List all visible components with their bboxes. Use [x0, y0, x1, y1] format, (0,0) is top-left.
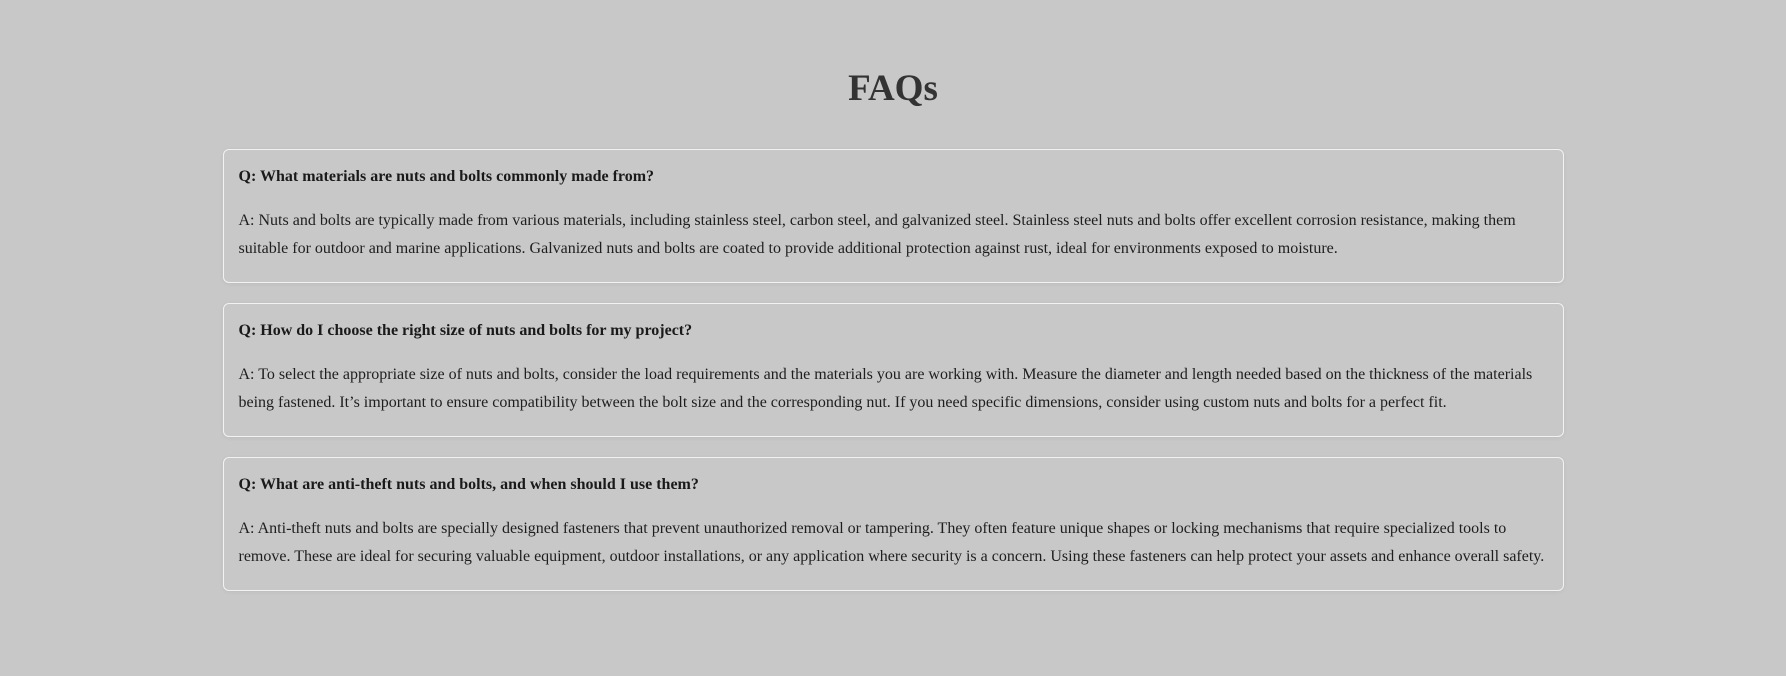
page-title: FAQs [848, 68, 938, 109]
faq-answer: A: Nuts and bolts are typically made from various materials, including stainless steel, carbon steel, and galvanized steel. Stainless steel nuts and bolts offer excellent corrosion resistance, making them suitable for outdoor and marine applications. Galvanized nuts and bolts are coated to provide additional protection against rust, ideal for environments exposed to moisture. [238, 212, 1516, 257]
faq-answer: A: Anti-theft nuts and bolts are specially designed fasteners that prevent unauthorized removal or tampering. They often feature unique shapes or locking mechanisms that require specialized tools to remove. These are ideal for securing valuable equipment, outdoor installations, or any application where security is a concern. Using these fasteners can help protect your assets and enhance overall safety. [238, 520, 1545, 565]
faq-item [223, 149, 1564, 283]
faq-question: Q: What are anti-theft nuts and bolts, and when should I use them? [238, 476, 699, 493]
faq-answer: A: To select the appropriate size of nuts and bolts, consider the load requirements and the materials you are working with. Measure the diameter and length needed based on the thickness of the materials being fastened. It’s important to ensure compatibility between the bolt size and the corresponding nut. If you need specific dimensions, consider using custom nuts and bolts for a perfect fit. [238, 366, 1533, 411]
faq-item [223, 303, 1564, 437]
faq-list [223, 149, 1564, 591]
faq-item [223, 457, 1564, 591]
faq-question: Q: How do I choose the right size of nuts and bolts for my project? [238, 322, 693, 339]
faq-question: Q: What materials are nuts and bolts commonly made from? [238, 168, 655, 185]
